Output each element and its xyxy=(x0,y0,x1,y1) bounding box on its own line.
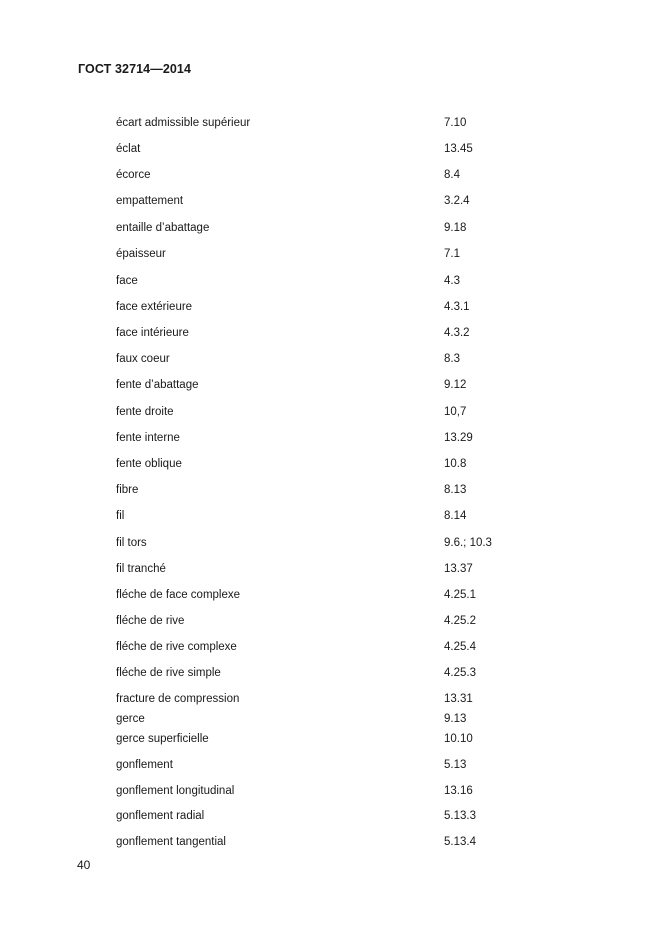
index-reference: 4.25.1 xyxy=(444,589,476,601)
index-entry xyxy=(0,246,661,262)
index-reference: 8.14 xyxy=(444,510,467,522)
index-reference: 8.4 xyxy=(444,169,460,181)
index-reference: 4.3 xyxy=(444,275,460,287)
index-reference: 4.3.2 xyxy=(444,327,470,339)
index-term: écart admissible supérieur xyxy=(116,117,251,129)
index-entry xyxy=(0,273,661,289)
index-entry xyxy=(0,220,661,236)
index-term: gonflement tangential xyxy=(116,836,226,848)
index-reference: 9.6.; 10.3 xyxy=(444,537,492,549)
index-entry xyxy=(0,613,661,629)
index-entry xyxy=(0,757,661,773)
index-entry xyxy=(0,141,661,157)
index-term: fléche de rive complexe xyxy=(116,641,237,653)
index-reference: 13.16 xyxy=(444,785,473,797)
index-reference: 4.25.2 xyxy=(444,615,476,627)
index-entry xyxy=(0,783,661,799)
index-term: fléche de rive simple xyxy=(116,667,221,679)
index-term: face xyxy=(116,275,138,287)
index-term: empattement xyxy=(116,195,184,207)
index-reference: 5.13.3 xyxy=(444,810,476,822)
index-entry xyxy=(0,299,661,315)
index-entry xyxy=(0,731,661,747)
index-reference: 10.8 xyxy=(444,458,467,470)
index-term: fil tranché xyxy=(116,563,166,575)
index-term: gonflement radial xyxy=(116,810,205,822)
index-entry xyxy=(0,808,661,824)
index-entry xyxy=(0,377,661,393)
index-reference: 10.10 xyxy=(444,733,473,745)
index-entry xyxy=(0,430,661,446)
document-header: ГОСТ 32714—2014 xyxy=(78,62,192,76)
index-term: éclat xyxy=(116,143,141,155)
index-entry xyxy=(0,167,661,183)
index-entry xyxy=(0,325,661,341)
index-term: fibre xyxy=(116,484,139,496)
index-entry xyxy=(0,193,661,209)
index-reference: 4.25.4 xyxy=(444,641,476,653)
index-reference: 8.13 xyxy=(444,484,467,496)
index-reference: 3.2.4 xyxy=(444,195,470,207)
index-entry xyxy=(0,482,661,498)
index-entry xyxy=(0,508,661,524)
index-entry xyxy=(0,834,661,850)
index-term: fil xyxy=(116,510,125,522)
index-term: épaisseur xyxy=(116,248,166,260)
index-entry xyxy=(0,351,661,367)
index-term: fléche de face complexe xyxy=(116,589,241,601)
index-term: gerce superficielle xyxy=(116,733,209,745)
index-term: écorce xyxy=(116,169,151,181)
index-term: fil tors xyxy=(116,537,147,549)
index-reference: 13.37 xyxy=(444,563,473,575)
index-entry xyxy=(0,639,661,655)
index-reference: 5.13 xyxy=(444,759,467,771)
index-entry xyxy=(0,691,661,707)
index-term: entaille d’abattage xyxy=(116,222,210,234)
index-reference: 5.13.4 xyxy=(444,836,476,848)
index-term: gerce xyxy=(116,713,145,725)
index-entry xyxy=(0,711,661,727)
index-term: faux coeur xyxy=(116,353,170,365)
index-term: fente droite xyxy=(116,406,174,418)
index-reference: 9.13 xyxy=(444,713,467,725)
index-reference: 4.25.3 xyxy=(444,667,476,679)
index-term: fracture de compression xyxy=(116,693,240,705)
index-term: gonflement longitudinal xyxy=(116,785,235,797)
index-term: face intérieure xyxy=(116,327,189,339)
index-reference: 10,7 xyxy=(444,406,467,418)
index-term: face extérieure xyxy=(116,301,193,313)
index-entry xyxy=(0,561,661,577)
index-term: fente interne xyxy=(116,432,180,444)
index-reference: 4.3.1 xyxy=(444,301,470,313)
page-number: 40 xyxy=(77,858,91,872)
index-reference: 13.45 xyxy=(444,143,473,155)
index-entry xyxy=(0,665,661,681)
index-term: fléche de rive xyxy=(116,615,185,627)
index-reference: 9.12 xyxy=(444,379,467,391)
index-term: fente oblique xyxy=(116,458,182,470)
index-entry xyxy=(0,535,661,551)
index-reference: 13.29 xyxy=(444,432,473,444)
index-reference: 7.10 xyxy=(444,117,467,129)
index-reference: 7.1 xyxy=(444,248,460,260)
index-reference: 8.3 xyxy=(444,353,460,365)
index-term: gonflement xyxy=(116,759,173,771)
index-reference: 13.31 xyxy=(444,693,473,705)
index-entry xyxy=(0,115,661,131)
index-term: fente d’abattage xyxy=(116,379,199,391)
index-entry xyxy=(0,587,661,603)
index-entry xyxy=(0,456,661,472)
index-reference: 9.18 xyxy=(444,222,467,234)
index-entry xyxy=(0,404,661,420)
